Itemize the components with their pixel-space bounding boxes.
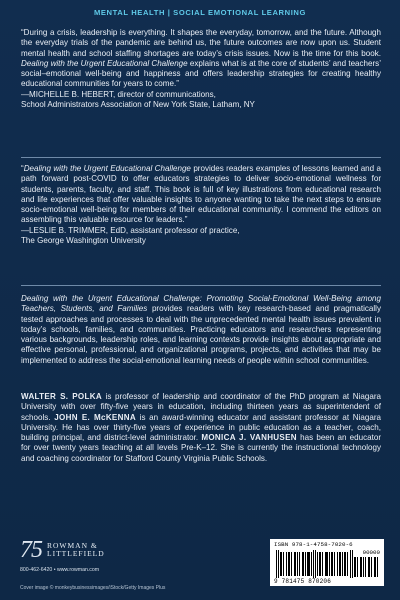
publisher-name-line-1: ROWMAN & (47, 540, 98, 550)
quote-2-attribution-line-2: The George Washington University (21, 236, 146, 246)
publisher-logo (20, 539, 220, 561)
publisher-contact: 800-462-6420 • www.rowman.com (20, 567, 100, 573)
author-bio-2: is an award-winning educator and assistant professor at Niagara University. He has over thirty-five years of experience in public education as a teacher, coach, building principal, and district-level administrator. (21, 412, 381, 443)
quote-2-body (21, 164, 381, 226)
quote-2-open-mark: “ (21, 164, 24, 173)
description-body (21, 294, 381, 366)
endorsement-quote-1 (21, 28, 381, 110)
author-name-1: WALTER S. POLKA (21, 392, 102, 401)
bios-body (21, 392, 381, 464)
book-description (21, 294, 381, 366)
quote-2-book-title: Dealing with the Urgent Educational Challenge (23, 164, 191, 173)
publisher-name (47, 542, 105, 558)
price-code: 90000 (362, 549, 380, 556)
quote-1-attribution-line-1: —MICHELLE B. HEBERT, director of communications, (21, 89, 216, 99)
divider-1 (21, 157, 381, 158)
barcode-bars-addon (352, 557, 380, 577)
quote-1-text-b: explains what is at the core of students’ and teachers’ social–emotional well-being and happiness and offers leadership strategies for creating healthy educational communities for years to come.” (21, 58, 381, 89)
publisher-name-line-2: LITTLEFIELD (47, 549, 105, 558)
description-book-title: Dealing with the Urgent Educational Challenge: Promoting Social-Emotional Well-Being among Teachers, Students, and Families (21, 294, 381, 314)
quote-1-text-a: “During a crisis, leadership is everything. It shapes the everyday, tomorrow, and the future. Although the everyday trials of the pandemic are behind us, the future outcomes are now upon us. Student mental health and school staffing shortages are today’s crisis issues. Now is the time for this book. (21, 28, 381, 58)
author-bio-3: has been an educator for over twenty years teaching at all levels Pre-K–12. She is currently the instructional technology and coaching coordinator for Stafford County Virginia Public Schools. (21, 433, 381, 463)
quote-2-text: provides readers examples of lessons learned and a path forward post-COVID to offer educators strategies to deliver socio-emotional wellness for students, parents, faculty, and staff. This book is full of key illustrations from educational research and life experiences that offer valuable insights to anyone wanting to take the next steps to ensure socio-emotional well-being for members of their educational community. I commend the editors on assembling this valuable resource for leaders.” (21, 164, 381, 225)
description-text: provides readers with key research-based and pragmatically tested approaches and processes to deal with the unprecedented mental health issues prevalent in today’s schools, families, and communities. Practicing educators and researchers representing various backgrounds, leadership roles, and learning contexts provide insights about appropriate and effective personal, professional, and organizational programs, projects, and activities that may be implemented to address the social-emotional learning needs of people within school communities. (21, 304, 381, 365)
category-label: MENTAL HEALTH | SOCIAL EMOTIONAL LEARNING (93, 8, 307, 17)
isbn-barcode (270, 539, 384, 586)
quote-1-body (21, 28, 381, 90)
author-name-3: MONICA J. VANHUSEN (201, 433, 297, 443)
author-bios (21, 392, 381, 464)
anniversary-logo-number: 75 (20, 537, 42, 563)
quote-2-attribution-line-1: —LESLIE B. TRIMMER, EdD, assistant professor of practice, (21, 225, 240, 235)
quote-1-attribution-line-2: School Administrators Association of New York State, Latham, NY (21, 100, 255, 110)
cover-image-credit: Cover image © monkeybusinessimages/iStock/Getty Images Plus (20, 585, 166, 591)
divider-2 (21, 285, 381, 286)
isbn-text: ISBN 978-1-4758-7020-6 (274, 541, 353, 548)
author-bio-1: is professor of leadership and coordinator of the PhD program at Niagara University with over fifty-five years in education, including thirteen years as superintendent of schools. (21, 392, 381, 422)
barcode-bars-main (276, 548, 354, 578)
author-name-2: JOHN E. McKENNA (54, 412, 136, 422)
endorsement-quote-2 (21, 164, 381, 246)
publisher-block (20, 539, 220, 573)
barcode-number: 9 781475 870206 (274, 578, 332, 585)
quote-1-book-title: Dealing with the Urgent Educational Challenge (21, 58, 188, 68)
